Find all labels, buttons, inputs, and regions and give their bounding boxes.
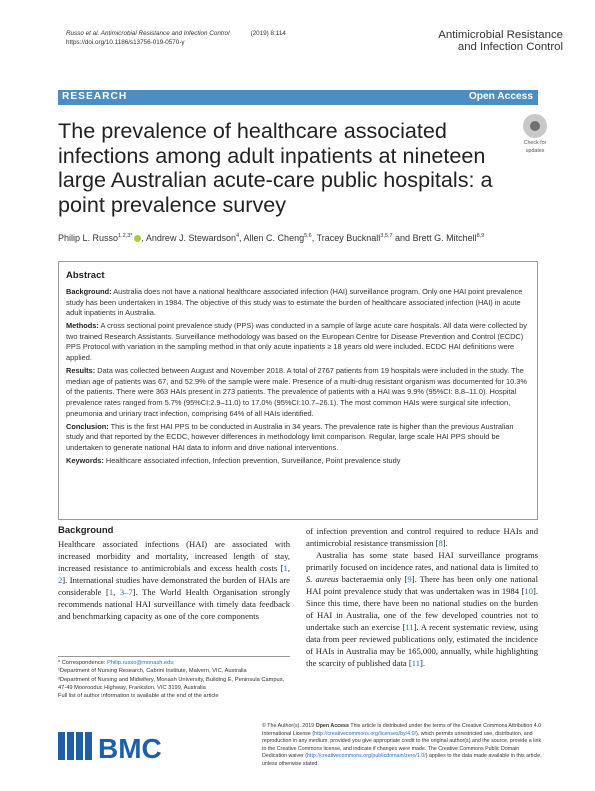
author-affiliation: 5,6 bbox=[304, 233, 312, 239]
journal-name-line2: and Infection Control bbox=[457, 41, 563, 53]
affiliation-1: ¹Department of Nursing Research, Cabrini Institute, Malvern, VIC, Australia bbox=[58, 668, 247, 675]
license-url[interactable]: http://creativecommons.org/publicdomain/zero/1.0/ bbox=[307, 753, 426, 759]
text-run: ]. There has been only one national HAI point prevalence study that was undertaken was in 1984 [ bbox=[306, 574, 538, 596]
section-label: Results: bbox=[66, 366, 96, 376]
author-separator: , bbox=[141, 233, 146, 243]
citation-link[interactable]: 1 bbox=[108, 587, 114, 597]
body-paragraph bbox=[306, 549, 538, 669]
abstract-heading: Abstract bbox=[66, 270, 105, 281]
license-text: ), which permits unrestricted use, distribution, and reproduction in any medium, provided you give appropriate credit to the original author(s) and the source, provide a link to the Creative Commons license, and indicate if changes were made. The Creative Commons Public Domain Dedication waiver ( bbox=[262, 730, 542, 759]
text-run: Healthcare associated infections (HAI) are associated with increased morbidity and mortality, increased length of stay, increased resistance to antimicrobials and excess health costs [ bbox=[58, 539, 290, 573]
year-issue: (2019) 8:114 bbox=[250, 30, 286, 37]
body-paragraph bbox=[58, 538, 290, 622]
section-heading: Background bbox=[58, 525, 114, 536]
citation-text: Russo et al. Antimicrobial Resistance and Infection Control bbox=[66, 30, 230, 37]
author-conjunction: and bbox=[392, 233, 413, 243]
correspondence-email[interactable]: Philip.russo@monash.edu bbox=[107, 660, 174, 666]
section-text: This is the first HAI PPS to be conducted in Australia in 34 years. The prevalence rate is higher than the previous Australian study and that reported by the ECDC, however differences in methodology limit comparison. Regular, large scale HAI PPS should be undertaken to generate national HAI data to inform and drive national interventions. bbox=[66, 421, 514, 452]
citation-link[interactable]: 3–7 bbox=[119, 587, 133, 597]
citation-link[interactable]: 8 bbox=[438, 538, 443, 548]
journal-name bbox=[438, 29, 563, 53]
license-text: © The Author(s). 2019 bbox=[262, 723, 316, 729]
article-type-banner bbox=[58, 90, 538, 105]
text-run: of infection prevention and control required to reduce HAIs and antimicrobial resistance transmission [ bbox=[306, 526, 538, 548]
journal-name-line1: Antimicrobial Resistance bbox=[438, 29, 563, 41]
citation-link[interactable]: 11 bbox=[405, 622, 414, 632]
text-run: bacteraemia only [ bbox=[338, 574, 408, 584]
open-access-bold: Open Access bbox=[315, 723, 349, 729]
author-affiliation: 8,9 bbox=[476, 233, 485, 239]
affiliation-2: ²Department of Nursing and Midwifery, Monash University, Building E, Peninsula Campus, 47-49 Moorooduc Highway, Frankston, VIC 3199, Australia bbox=[58, 676, 285, 691]
abstract-keywords bbox=[66, 456, 530, 467]
article-type: RESEARCH bbox=[62, 91, 128, 102]
abstract-results bbox=[66, 366, 530, 419]
correspondence-label: * Correspondence: bbox=[58, 660, 108, 666]
license-text: ) applies to the data made available in this article, unless otherwise stated. bbox=[262, 753, 542, 767]
author-name[interactable]: Philip L. Russo bbox=[58, 233, 119, 243]
author-list bbox=[58, 233, 538, 243]
badge-line2: updates bbox=[525, 148, 545, 154]
author-info-note: Full list of author information is available at the end of the article bbox=[58, 693, 219, 700]
text-run: ]. Since this time, there have been no national studies on the burden of HAI in Australia, one of the few developed countries not to undertake such an exercise [ bbox=[306, 586, 538, 632]
abstract-background bbox=[66, 287, 530, 319]
author-name[interactable]: Brett G. Mitchell bbox=[412, 233, 477, 243]
badge-line1: Check for bbox=[523, 140, 547, 146]
author-affiliation: 1,2,3* bbox=[118, 233, 133, 239]
abstract-conclusion bbox=[66, 422, 530, 454]
author-affiliation: 4 bbox=[235, 233, 240, 239]
author-name[interactable]: Allen C. Cheng bbox=[243, 233, 305, 243]
text-run: , bbox=[287, 563, 290, 573]
section-text: Healthcare associated infection, Infection prevention, Surveillance, Point prevalence study bbox=[105, 455, 401, 465]
bmc-logo-text: BMC bbox=[98, 733, 162, 763]
license-statement bbox=[262, 723, 544, 768]
author-name[interactable]: Tracey Bucknall bbox=[316, 233, 381, 243]
body-paragraph bbox=[306, 525, 538, 549]
running-header bbox=[66, 30, 286, 47]
section-text: A cross sectional point prevalence study (PPS) was conducted in a sample of large acute care hospitals. All data were collected by two trained Research Assistants. Surveillance methodology was based on the European Centre for Disease Prevention and Control (ECDC) PPS Protocol with variation in the sampling method in that only acute inpatients ≥ 18 years old were included. ECDC HAI definitions were applied. bbox=[66, 321, 527, 363]
check-for-updates-badge[interactable] bbox=[520, 114, 550, 154]
open-access-label: Open Access bbox=[468, 91, 533, 102]
article-title: The prevalence of healthcare associated infections among adult inpatients at nineteen large Australian acute-care public hospitals: a point prevalence survey bbox=[58, 118, 493, 217]
citation-link[interactable]: 2 bbox=[58, 575, 63, 585]
text-run: ]. bbox=[442, 538, 448, 548]
citation-link[interactable]: 1 bbox=[283, 563, 288, 573]
text-run: ]. The World Health Organisation strongly recommends national HAI surveillance with timely data feedback and benchmarking capacity as one of the core components bbox=[58, 587, 291, 621]
citation-link[interactable]: 11 bbox=[411, 658, 420, 668]
bmc-logo bbox=[58, 729, 198, 763]
license-text: This article is distributed under the terms of the Creative Commons Attribution 4.0 International License ( bbox=[262, 723, 542, 737]
text-run: ]. bbox=[420, 658, 426, 668]
doi-link[interactable]: https://doi.org/10.1186/s13756-019-0570-y bbox=[66, 38, 185, 46]
citation-link[interactable]: 10 bbox=[524, 586, 533, 596]
author-affiliation: 3,5,7 bbox=[380, 233, 393, 239]
abstract-box bbox=[58, 261, 538, 520]
license-url[interactable]: http://creativecommons.org/licenses/by/4.0/ bbox=[314, 730, 416, 737]
body-column-left bbox=[58, 525, 290, 622]
section-text: Australia does not have a national healthcare associated infection (HAI) surveillance program. Only one HAI point prevalence study has been undertaken in 1984. The objective of this study was to estimate the burden of healthcare associated infection (HAI) in acute adult inpatients in Australia. bbox=[66, 287, 523, 318]
species-name: S. aureus bbox=[306, 574, 339, 584]
author-name[interactable]: Andrew J. Stewardson bbox=[145, 233, 236, 243]
section-label: Methods: bbox=[66, 321, 99, 331]
section-label: Background: bbox=[66, 287, 112, 296]
section-text: Data was collected between August and November 2018. A total of 2767 patients from 19 hospitals were included in the study. The median age of patients was 67, and 52.9% of the sample were male. Presence of a multi-drug resistant organism was documented for 10.3% of the patients. There were 363 HAIs present in 273 patients. The prevalence of patients with a HAI was 9.9% (95%CI: 8.8–11.0). Hospital prevalence rates ranged from 5.7% (95%CI:2.9–11.0) to 17.0% (95%CI:10.7–26.1). The most common HAIs were surgical site infection, pneumonia and urinary tract infection, comprising 64% of all HAIs identified. bbox=[66, 366, 527, 418]
author-separator: , bbox=[311, 233, 317, 243]
text-run: ]. A recent systematic review, using data from peer reviewed publications only, estimated the incidence of HAIs in Australia may be 165,000, annually, while highlighting the scarcity of published data [ bbox=[306, 622, 538, 668]
footnotes bbox=[58, 656, 290, 700]
bmc-logo-graphic bbox=[58, 729, 198, 763]
abstract-methods bbox=[66, 321, 530, 363]
citation-link[interactable]: 9 bbox=[407, 574, 412, 584]
correspondence bbox=[58, 659, 290, 667]
text-run: Australia has some state based HAI surveillance programs primarily focused on incidence rates, and national data is limited to bbox=[306, 550, 538, 572]
crossmark-icon bbox=[523, 114, 547, 138]
body-column-right bbox=[306, 525, 538, 669]
section-label: Conclusion: bbox=[66, 421, 109, 431]
author-separator: , bbox=[239, 233, 244, 243]
text-run: ]. International studies have demonstrated the burden of HAIs are considerable [ bbox=[58, 575, 290, 597]
text-run: , bbox=[113, 587, 120, 597]
section-label: Keywords: bbox=[66, 455, 104, 465]
